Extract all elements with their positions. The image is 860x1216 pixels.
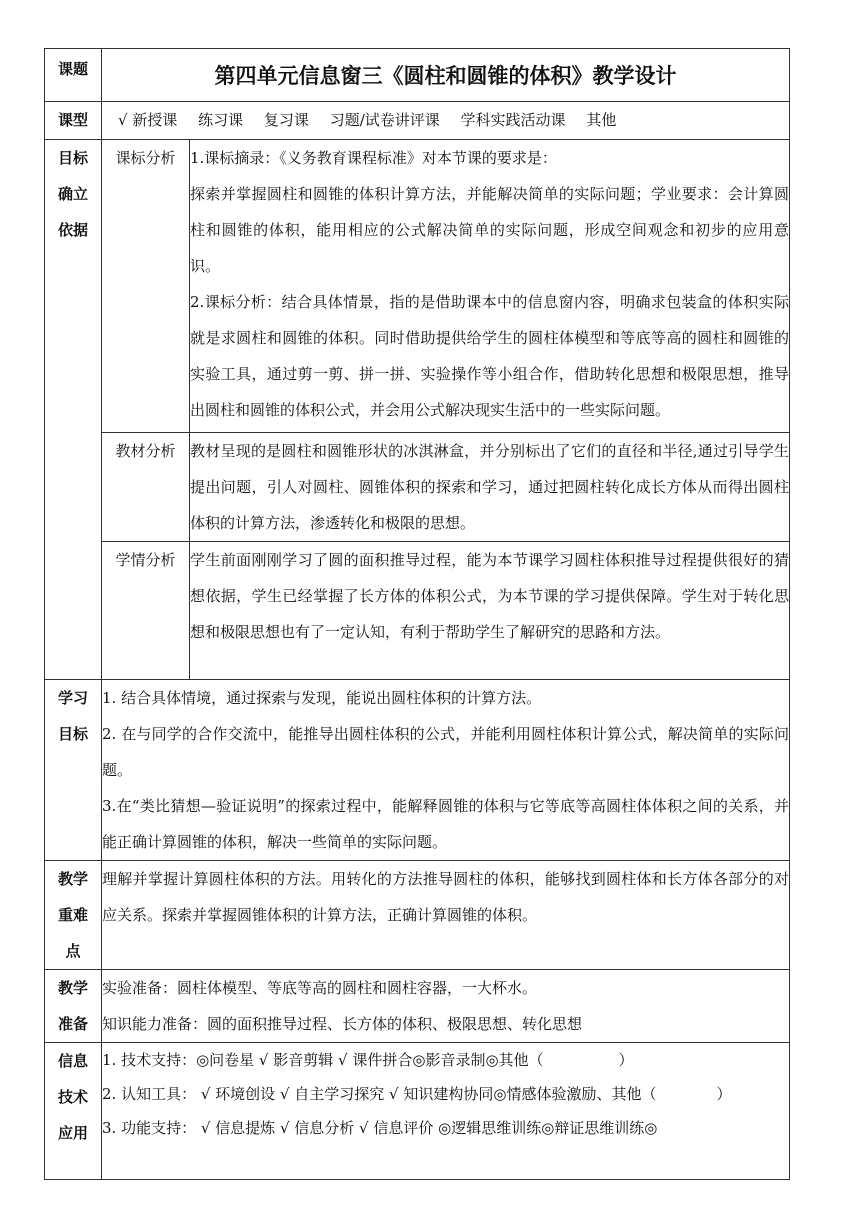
student-row <box>45 542 790 680</box>
goals-row <box>45 680 790 861</box>
lesson-type-option: √ 新授课 <box>118 111 178 129</box>
prep-text: 实验准备：圆柱体模型、等底等高的圆柱和圆柱容器，一大杯水。 知识能力准备：圆的面积推导过程、长方体的体积、极限思想、转化思想 <box>102 970 790 1043</box>
title-row <box>45 49 790 102</box>
prep-label: 教学 准备 <box>45 970 102 1043</box>
goals-label: 学习 目标 <box>45 680 102 861</box>
lesson-type-option: 习题/试卷讲评课 <box>329 111 440 129</box>
keypoints-label: 教学 重难 点 <box>45 861 102 970</box>
student-text: 学生前面刚刚学习了圆的面积推导过程，能为本节课学习圆柱体积推导过程提供很好的猜想依据，学生已经掌握了长方体的体积公式，为本节课的学习提供保障。学生对于转化思想和极限思想也有了一定认知，有利于帮助学生了解研究的思路和方法。 <box>190 542 790 680</box>
lesson-type-option: 练习课 <box>198 111 244 129</box>
lesson-type-option: 其他 <box>586 111 617 129</box>
lesson-type-row <box>45 102 790 140</box>
keypoints-text: 理解并掌握计算圆柱体积的方法。用转化的方法推导圆柱的体积，能够找到圆柱体和长方体各部分的对应关系。探索并掌握圆锥体积的计算方法，正确计算圆锥的体积。 <box>102 861 790 970</box>
textbook-row <box>45 433 790 542</box>
curriculum-row <box>45 140 790 433</box>
it-label: 信息 技术 应用 <box>45 1043 102 1180</box>
lesson-type-options <box>102 102 789 138</box>
title-label: 课题 <box>45 49 102 102</box>
lesson-type-option: 复习课 <box>263 111 309 129</box>
prep-row <box>45 970 790 1043</box>
curriculum-text: 1.课标摘录：《义务教育课程标准》对本节课的要求是： 探索并掌握圆柱和圆锥的体积计算方法，并能解决简单的实际问题；学业要求：会计算圆柱和圆锥的体积，能用相应的公式解决简单的实际问题，形成空间观念和初步的应用意识。 2.课标分析：结合具体情景，指的是借助课本中的信息窗内容，明确求包装盒的体积实际就是求圆柱和圆锥的体积。同时借助提供给学生的圆柱体模型和等底等高的圆柱和圆锥的实验工具，通过剪一剪、拼一拼、实验操作等小组合作，借助转化思想和极限思想，推导出圆柱和圆锥的体积公式，并会用公式解决现实生活中的一些实际问题。 <box>190 140 790 433</box>
lesson-type-label: 课型 <box>45 102 102 140</box>
keypoints-row <box>45 861 790 970</box>
basis-label: 目标 确立 依据 <box>45 140 102 680</box>
page-title: 第四单元信息窗三《圆柱和圆锥的体积》教学设计 <box>102 49 790 102</box>
lesson-plan-table <box>44 48 790 1180</box>
student-label: 学情分析 <box>102 542 190 680</box>
textbook-label: 教材分析 <box>102 433 190 542</box>
lesson-type-option: 学科实践活动课 <box>460 111 566 129</box>
textbook-text: 教材呈现的是圆柱和圆锥形状的冰淇淋盒，并分别标出了它们的直径和半径,通过引导学生提出问题，引人对圆柱、圆锥体积的探索和学习，通过把圆柱转化成长方体从而得出圆柱体积的计算方法，渗透转化和极限的思想。 <box>190 433 790 542</box>
it-row <box>45 1043 790 1180</box>
curriculum-label: 课标分析 <box>102 140 190 433</box>
goals-text: 1. 结合具体情境，通过探索与发现，能说出圆柱体积的计算方法。 2. 在与同学的合作交流中，能推导出圆柱体积的公式，并能利用圆柱体积计算公式，解决简单的实际问题。 3.在“类比猜想—验证说明”的探索过程中，能解释圆锥的体积与它等底等高圆柱体体积之间的关系，并能正确计算圆锥的体积，解决一些简单的实际问题。 <box>102 680 790 861</box>
it-text: 1. 技术支持：◎问卷星 √ 影音剪辑 √ 课件拼合◎影音录制◎其他（ ） 2. 认知工具： √ 环境创设 √ 自主学习探究 √ 知识建构协同◎情感体验激励、其他（ ） 3. 功能支持： √ 信息提炼 √ 信息分析 √ 信息评价 ◎逻辑思维训练◎辩证思维训练◎ <box>102 1043 790 1180</box>
